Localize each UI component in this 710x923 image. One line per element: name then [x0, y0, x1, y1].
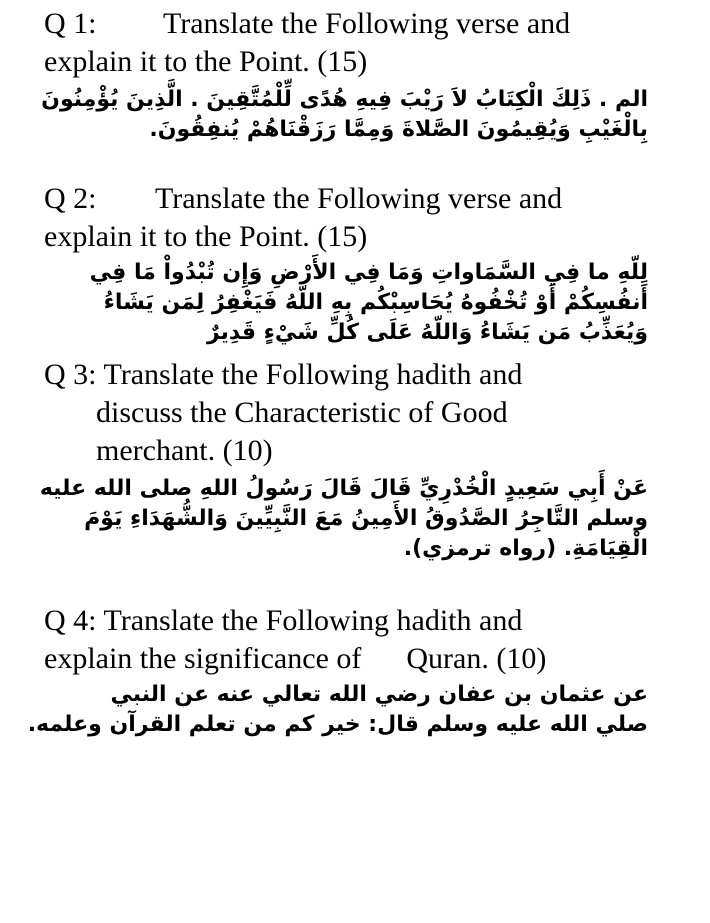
question-2-arabic-line-1: لِلّهِ ما فِي السَّمَاواتِ وَمَا فِي الأَرْضِ وَإِن تُبْدُواْ مَا فِي	[89, 260, 648, 285]
question-3-title-line-3: merchant. (10)	[96, 434, 273, 467]
question-4-title-line-2a: explain the significance of	[44, 642, 362, 675]
question-2-arabic-text	[28, 258, 648, 348]
question-3-arabic-text	[28, 474, 648, 564]
question-2-number: Q 2:	[44, 182, 97, 215]
question-4-arabic-line-1: عن عثمان بن عفان رضي الله تعالي عنه عن النبي	[110, 682, 648, 707]
question-1-arabic-text	[28, 85, 648, 145]
question-4-arabic-line-2: صلي الله عليه وسلم قال: خير كم من تعلم القرآن وعلمه.	[27, 712, 648, 737]
question-3-number: Q 3:	[44, 358, 97, 391]
question-1-title-line-1: Translate the Following verse and	[162, 7, 571, 40]
question-2-arabic-line-2: أَنفُسِكُمْ أَوْ تُخْفُوهُ يُحَاسِبْكُم بِهِ اللّهُ فَيَغْفِرُ لِمَن يَشَاءُ	[103, 290, 648, 315]
question-1-arabic-line-2: بِالْغَيْبِ وَيُقِيمُونَ الصَّلاةَ وَمِمَّا رَزَقْنَاهُمْ يُنفِقُونَ.	[149, 117, 648, 142]
question-3-arabic-line-2: وسلم التَّاجِرُ الصَّدُوقُ الأَمِينُ مَعَ النَّبِيِّينَ وَالشُّهَدَاءِ يَوْمَ	[84, 506, 648, 531]
question-4-title-line-2b: Quran. (10)	[406, 642, 547, 675]
question-2-arabic-line-3: وَيُعَذِّبُ مَن يَشَاءُ وَاللّهُ عَلَى كُلِّ شَيْءٍ قَدِيرٌ	[206, 320, 648, 345]
question-2-title-line-2: explain it to the Point. (15)	[44, 220, 368, 253]
question-3-arabic-line-1: عَنْ أَبِي سَعِيدٍ الْخُدْرِيِّ قَالَ قَالَ رَسُولُ اللهِ صلى الله عليه	[39, 476, 648, 501]
question-1-number: Q 1:	[44, 7, 97, 40]
question-1-heading	[44, 5, 684, 81]
question-2-heading	[44, 180, 684, 256]
question-2-title-line-1: Translate the Following verse and	[154, 182, 563, 215]
question-3-title-line-1: Translate the Following hadith and	[103, 358, 523, 391]
question-4-arabic-text	[28, 680, 648, 740]
question-4-title-line-1: Translate the Following hadith and	[103, 604, 523, 637]
question-3-arabic-line-3: الْقِيَامَةِ. (رواه ترمزي).	[403, 536, 648, 561]
question-1-title-line-2: explain it to the Point. (15)	[44, 45, 368, 78]
question-4-number: Q 4:	[44, 604, 97, 637]
question-3-heading	[44, 356, 684, 470]
question-4-heading	[44, 602, 684, 678]
question-3-title-line-2: discuss the Characteristic of Good	[96, 396, 508, 429]
question-1-arabic-line-1: الم . ذَلِكَ الْكِتَابُ لاَ رَيْبَ فِيهِ هُدًى لِّلْمُتَّقِينَ . الَّذِينَ يُؤْمِنُونَ	[41, 87, 648, 112]
